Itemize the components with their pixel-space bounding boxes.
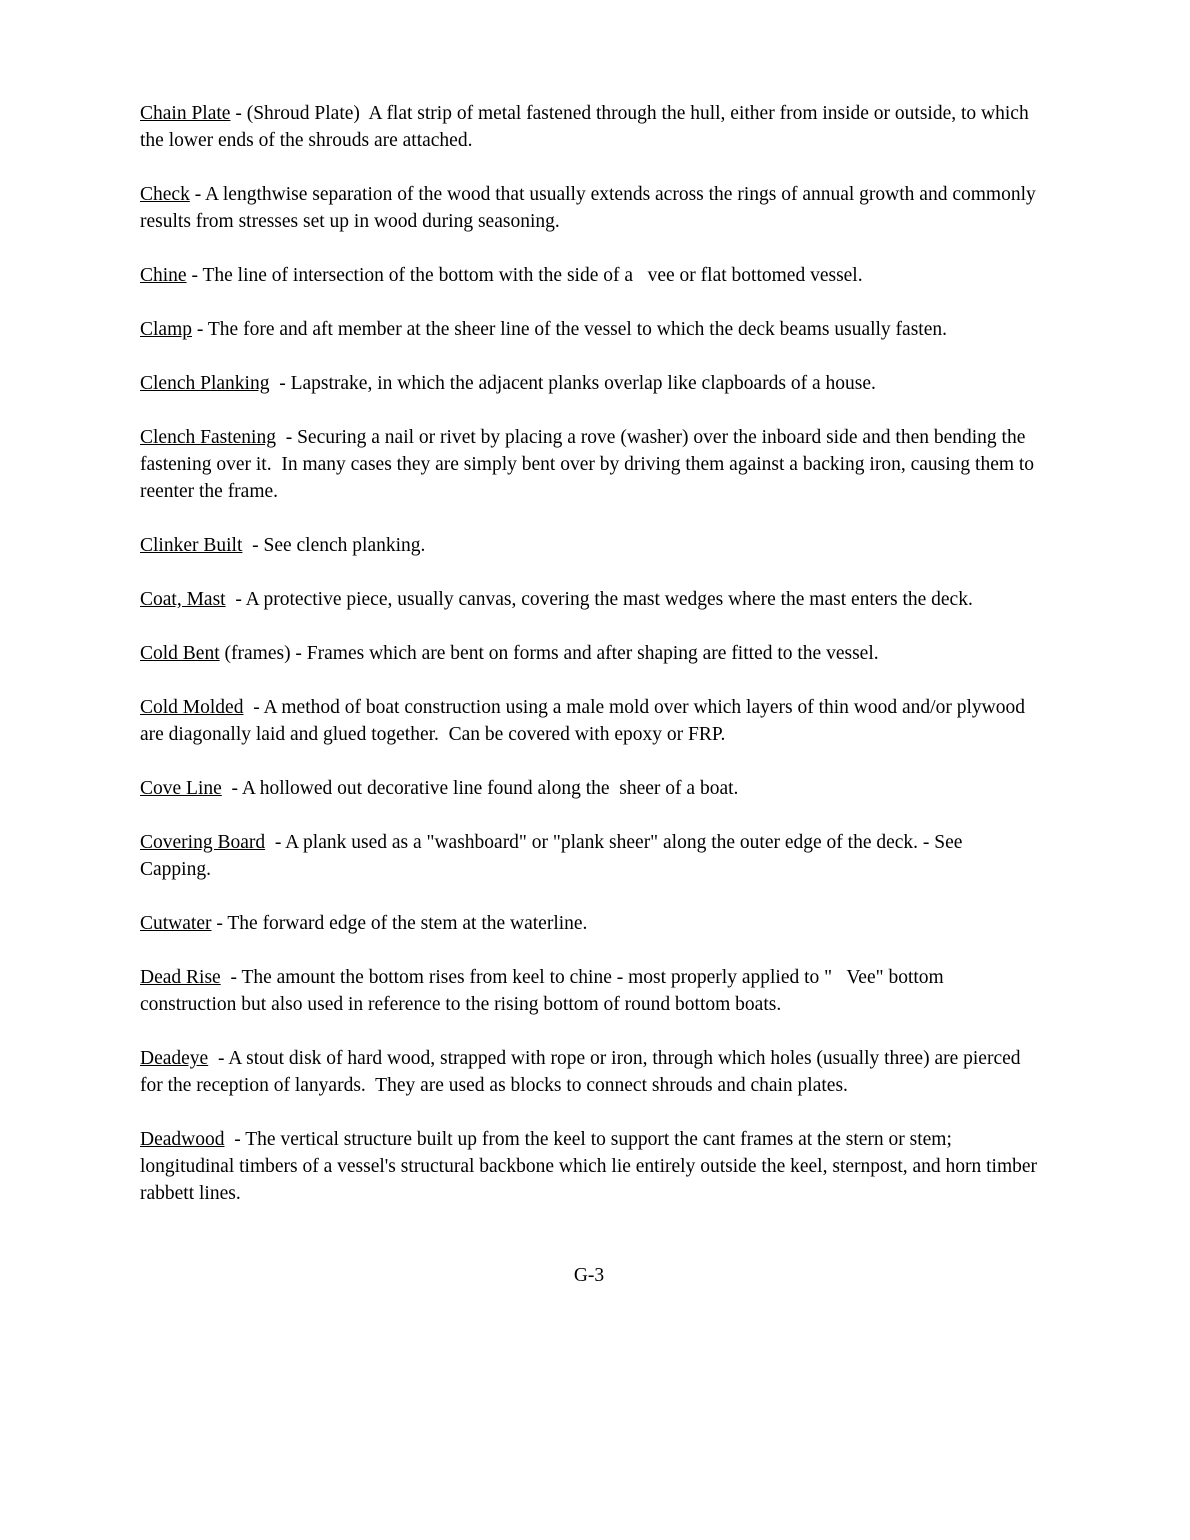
glossary-term: Dead Rise xyxy=(140,967,221,988)
glossary-entry xyxy=(140,640,1038,667)
glossary-entry xyxy=(140,1126,1047,1207)
glossary-entries xyxy=(140,100,1047,1207)
glossary-definition: - A lengthwise separation of the wood that usually extends across the rings of annual growth and commonly results from stresses set up in wood during seasoning. xyxy=(140,184,1041,232)
glossary-entry xyxy=(140,910,1038,937)
glossary-term: Deadeye xyxy=(140,1048,209,1069)
glossary-entry xyxy=(140,424,1038,505)
page-number: G-3 xyxy=(573,1265,605,1286)
glossary-term: Chain Plate xyxy=(140,103,231,124)
glossary-entry xyxy=(140,316,1038,343)
glossary-entry xyxy=(140,964,1038,1018)
glossary-entry xyxy=(140,775,1038,802)
glossary-entry xyxy=(140,694,1038,748)
glossary-definition: (frames) - Frames which are bent on forms and after shaping are fitted to the vessel. xyxy=(219,643,879,664)
document-page xyxy=(140,100,1047,1289)
glossary-definition: - The amount the bottom rises from keel to chine - most properly applied to " Vee" bottom construction but also used in reference to the rising bottom of round bottom boats. xyxy=(140,967,949,1015)
glossary-term: Clench Fastening xyxy=(140,427,276,448)
glossary-entry xyxy=(140,181,1041,235)
glossary-term: Coat, Mast xyxy=(140,589,226,610)
glossary-term: Covering Board xyxy=(140,832,266,853)
glossary-term: Cold Bent xyxy=(140,643,220,664)
glossary-entry xyxy=(140,262,1038,289)
glossary-term: Check xyxy=(140,184,190,205)
glossary-definition: - (Shroud Plate) A flat strip of metal fastened through the hull, either from inside or outside, to which the lower ends of the shrouds are attached. xyxy=(140,103,1034,151)
glossary-entry xyxy=(140,100,1038,154)
glossary-definition: - See clench planking. xyxy=(242,535,426,556)
glossary-definition: - A plank used as a "washboard" or "plank sheer" along the outer edge of the deck. - See Capping. xyxy=(140,832,968,880)
glossary-entry xyxy=(140,1045,1038,1099)
glossary-term: Clinker Built xyxy=(140,535,243,556)
glossary-term: Cove Line xyxy=(140,778,222,799)
glossary-definition: - Securing a nail or rivet by placing a rove (washer) over the inboard side and then bending the fastening over it. In many cases they are simply bent over by driving them against a backing iron, causing them to reenter the frame. xyxy=(140,427,1039,502)
glossary-entry xyxy=(140,370,1038,397)
glossary-term: Chine xyxy=(140,265,187,286)
glossary-definition: - A method of boat construction using a male mold over which layers of thin wood and/or plywood are diagonally laid and glued together. Can be covered with epoxy or FRP. xyxy=(140,697,1030,745)
glossary-term: Clench Planking xyxy=(140,373,270,394)
glossary-term: Cutwater xyxy=(140,913,212,934)
glossary-definition: - The forward edge of the stem at the waterline. xyxy=(211,913,588,934)
glossary-definition: - The vertical structure built up from the keel to support the cant frames at the stern or stem; longitudinal timbers of a vessel's structural backbone which lie entirely outside the keel, sternpost, and horn timber rabbett lines. xyxy=(140,1129,1047,1204)
glossary-term: Clamp xyxy=(140,319,192,340)
glossary-definition: - Lapstrake, in which the adjacent planks overlap like clapboards of a house. xyxy=(269,373,876,394)
glossary-entry xyxy=(140,829,1038,883)
glossary-term: Deadwood xyxy=(140,1129,225,1150)
glossary-definition: - A hollowed out decorative line found along the sheer of a boat. xyxy=(221,778,739,799)
glossary-definition: - A stout disk of hard wood, strapped with rope or iron, through which holes (usually three) are pierced for the reception of lanyards. They are used as blocks to connect shrouds and chain plates. xyxy=(140,1048,1026,1096)
glossary-entry xyxy=(140,586,1038,613)
glossary-term: Cold Molded xyxy=(140,697,244,718)
glossary-definition: - A protective piece, usually canvas, covering the mast wedges where the mast enters the deck. xyxy=(225,589,973,610)
glossary-entry xyxy=(140,532,1038,559)
glossary-definition: - The fore and aft member at the sheer line of the vessel to which the deck beams usually fasten. xyxy=(192,319,947,340)
glossary-definition: - The line of intersection of the bottom with the side of a vee or flat bottomed vessel. xyxy=(186,265,863,286)
